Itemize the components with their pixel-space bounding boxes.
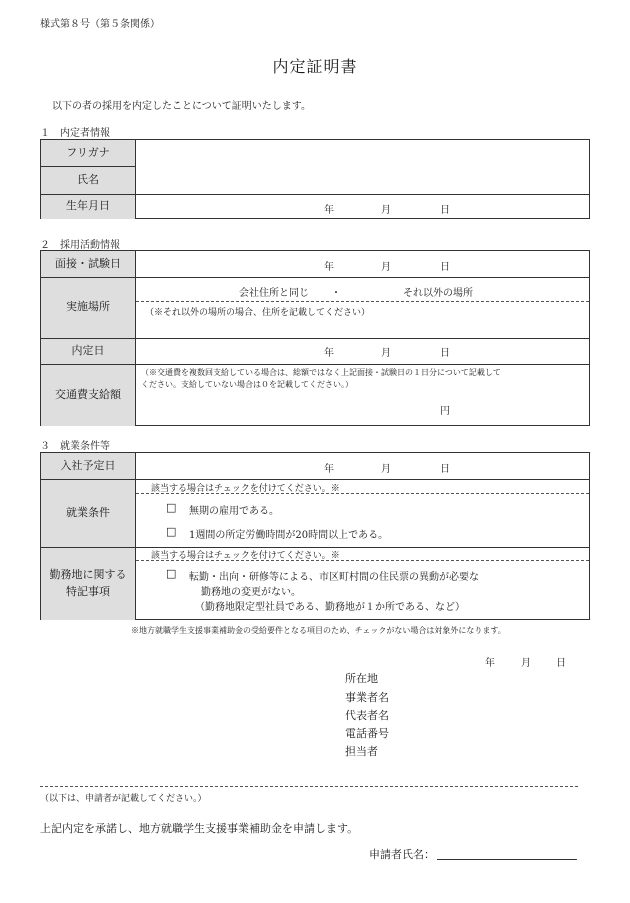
sign-month-unit: 月 xyxy=(521,658,531,669)
employer-phone-label: 電話番号 xyxy=(345,727,389,740)
birthdate-label: 生年月日 xyxy=(41,194,136,219)
transport-label: 交通費支給額 xyxy=(41,364,136,426)
venue-note: （※それ以外の場所の場合、住所を記載してください） xyxy=(145,308,371,318)
applicant-note: （以下は、申請者が記載してください。） xyxy=(40,794,207,804)
venue-label: 実施場所 xyxy=(41,277,136,338)
location-condition-line1: 転勤・出向・研修等による、市区町村間の住民票の異動が必要な xyxy=(189,572,479,583)
transport-note-line1: （※交通費を複数回支給している場合は、総額ではなく上記面接・試験日の１日分について記載して xyxy=(141,368,501,377)
sign-year-unit: 年 xyxy=(485,658,495,669)
location-condition-line2: 勤務地の変更がない。 xyxy=(201,587,301,598)
offer-date-label: 内定日 xyxy=(41,338,136,364)
location-label-line1: 勤務地に関する xyxy=(49,568,127,581)
birth-day-unit: 日 xyxy=(440,205,450,216)
name-label: 氏名 xyxy=(41,166,136,194)
check-instruction-2: 該当する場合はチェックを付けてください。※ xyxy=(151,551,340,561)
interview-date-label: 面接・試験日 xyxy=(41,251,136,277)
checkbox-icon[interactable]: □ xyxy=(166,525,177,538)
signature-label: 申請者氏名： xyxy=(369,848,435,861)
employer-address-label: 所在地 xyxy=(345,672,378,685)
intro-text: 以下の者の採用を内定したことについて証明いたします。 xyxy=(52,101,311,112)
checkbox-icon[interactable]: □ xyxy=(166,567,177,580)
transport-note-line2: ください。支給していない場合は０を記載してください。） xyxy=(141,380,353,389)
venue-other-option[interactable]: それ以外の場所 xyxy=(403,288,473,299)
signature-line[interactable] xyxy=(437,859,577,860)
start-day-unit: 日 xyxy=(440,464,450,475)
applicant-statement: 上記内定を承諾し、地方就職学生支援事業補助金を申請します。 xyxy=(40,822,359,835)
employment-conditions-table xyxy=(40,452,590,620)
venue-same-option[interactable]: 会社住所と同じ xyxy=(239,288,309,299)
condition-indefinite: 無期の雇用である。 xyxy=(189,506,279,517)
condition-hours: 1週間の所定労働時間が20時間以上である。 xyxy=(189,530,389,541)
separator-line xyxy=(40,786,578,787)
start-month-unit: 月 xyxy=(381,464,391,475)
start-date-label: 入社予定日 xyxy=(41,453,136,479)
location-condition-line3: （勤務地限定型社員である、勤務地が１か所である、など） xyxy=(195,602,465,613)
venue-separator: ・ xyxy=(331,288,341,299)
employment-label: 就業条件 xyxy=(41,479,136,547)
furigana-label: フリガナ xyxy=(41,140,136,166)
section-1-heading: １ 内定者情報 xyxy=(40,128,110,139)
applicant-info-table xyxy=(40,139,590,219)
section-2-heading: ２ 採用活動情報 xyxy=(40,240,120,251)
footnote: ※地方就職学生支援事業補助金の受給要件となる項目のため、チェックがない場合は対象外になります。 xyxy=(131,626,506,635)
offer-month-unit: 月 xyxy=(381,348,391,359)
offer-year-unit: 年 xyxy=(324,348,334,359)
check-instruction: 該当する場合はチェックを付けてください。※ xyxy=(151,484,340,494)
offer-day-unit: 日 xyxy=(440,348,450,359)
interview-month-unit: 月 xyxy=(381,262,391,273)
interview-year-unit: 年 xyxy=(324,262,334,273)
page-title: 内定証明書 xyxy=(272,57,358,76)
birth-month-unit: 月 xyxy=(381,205,391,216)
employer-company-label: 事業者名 xyxy=(345,691,389,704)
start-year-unit: 年 xyxy=(324,464,334,475)
location-label xyxy=(41,547,136,620)
form-number: 様式第８号（第５条関係） xyxy=(40,19,160,30)
checkbox-icon[interactable]: □ xyxy=(166,501,177,514)
employer-representative-label: 代表者名 xyxy=(345,709,389,722)
interview-day-unit: 日 xyxy=(440,262,450,273)
section-3-heading: ３ 就業条件等 xyxy=(40,441,110,452)
sign-day-unit: 日 xyxy=(556,658,566,669)
location-label-line2: 特記事項 xyxy=(66,584,110,598)
birth-year-unit: 年 xyxy=(324,205,334,216)
employer-contact-label: 担当者 xyxy=(345,745,378,758)
yen-unit: 円 xyxy=(440,406,450,417)
recruitment-info-table xyxy=(40,250,590,426)
